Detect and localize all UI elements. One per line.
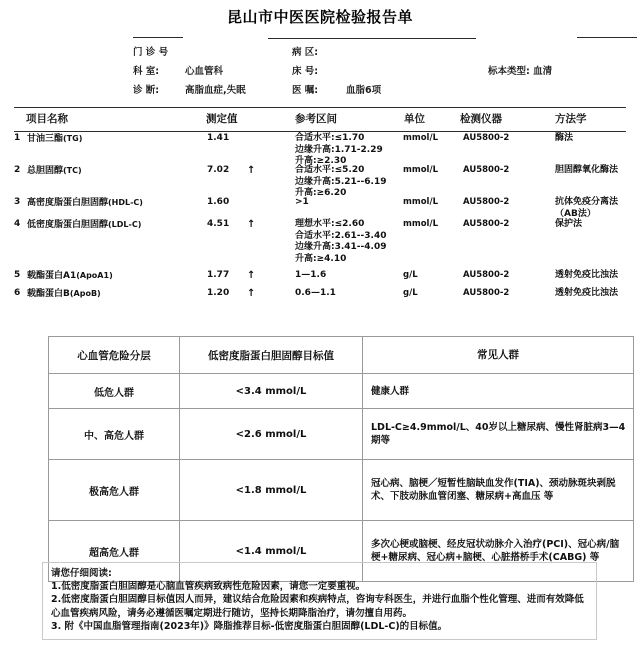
results-top-rule xyxy=(14,107,626,108)
risk-cell-group: 健康人群 xyxy=(363,374,634,409)
row-high-flag-icon: ↑ xyxy=(247,270,256,281)
note-item-2: 2.低密度脂蛋白胆固醇目标值因人而异，建议结合危险因素和疾病特点，咨询专科医生，并进行血脂个性化管理、进而有效降低心血管疾病风险，请务必遵循医嘱定期进行随访，坚持长期降脂治疗，请勿擅自用药。 xyxy=(51,594,584,619)
risk-header-group: 常见人群 xyxy=(363,337,634,374)
meta-label-doctor-order: 医 嘱: xyxy=(292,85,319,96)
risk-cell-group: 冠心病、脑梗／短暂性脑缺血发作(TIA)、颈动脉斑块剥脱术、下肢动脉血管闭塞、糖尿病+高血压 等 xyxy=(363,460,634,521)
risk-stratification-table xyxy=(48,336,634,582)
row-measured-value: 7.02 xyxy=(207,165,230,175)
meta-column-left xyxy=(133,43,246,100)
risk-table-row xyxy=(49,460,634,521)
meta-field-outpatient-number xyxy=(133,43,246,62)
footer-notes-box xyxy=(42,562,597,640)
risk-header-tier: 心血管危险分层 xyxy=(49,337,180,374)
row-method: 透射免疫比浊法 xyxy=(555,270,619,280)
meta-value-diagnosis: 高脂血症,失眠 xyxy=(185,85,246,96)
results-header-value: 测定值 xyxy=(206,113,238,125)
meta-value-specimen-type: 血清 xyxy=(533,66,553,77)
meta-field-department xyxy=(133,62,246,81)
results-header-reference: 参考区间 xyxy=(295,113,337,125)
note-item-3: 3. 附《中国血脂管理指南(2023年)》降脂推荐目标-低密度脂蛋白胆固醇(LDL-C)的目标值。 xyxy=(51,620,448,632)
row-item-name: 总胆固醇(TC) xyxy=(27,166,82,176)
meta-label-diagnosis: 诊 断: xyxy=(133,85,160,96)
meta-label-ward: 病 区: xyxy=(292,47,319,58)
meta-label-specimen-type: 标本类型: xyxy=(488,66,530,77)
risk-cell-tier: 超高危人群 xyxy=(49,521,180,582)
risk-cell-target: <3.4 mmol/L xyxy=(180,374,363,409)
meta-rule-center xyxy=(268,38,476,39)
meta-value-department: 心血管科 xyxy=(185,66,224,77)
row-instrument: AU5800-2 xyxy=(463,270,510,280)
risk-cell-target: <1.8 mmol/L xyxy=(180,460,363,521)
risk-cell-target: <2.6 mmol/L xyxy=(180,409,363,460)
row-item-name: 甘油三酯(TG) xyxy=(27,134,83,144)
row-index: 3 xyxy=(14,197,21,207)
meta-column-center xyxy=(292,43,381,100)
row-index: 4 xyxy=(14,219,21,229)
meta-label-department: 科 室: xyxy=(133,66,160,77)
meta-field-doctor-order xyxy=(292,81,381,100)
row-measured-value: 1.77 xyxy=(207,270,230,280)
risk-header-target: 低密度脂蛋白胆固醇目标值 xyxy=(180,337,363,374)
risk-cell-group: LDL-C≥4.9mmol/L、40岁以上糖尿病、慢性肾脏病3—4期等 xyxy=(363,409,634,460)
meta-field-bed-number xyxy=(292,62,381,81)
row-unit: mmol/L xyxy=(403,165,438,175)
risk-table-row xyxy=(49,374,634,409)
row-instrument: AU5800-2 xyxy=(463,165,510,175)
row-unit: g/L xyxy=(403,288,418,298)
results-header-name: 项目名称 xyxy=(26,113,68,125)
row-unit: g/L xyxy=(403,270,418,280)
meta-rule-left xyxy=(133,37,183,38)
row-instrument: AU5800-2 xyxy=(463,133,510,143)
risk-cell-tier: 中、高危人群 xyxy=(49,409,180,460)
row-method: 保护法 xyxy=(555,219,583,229)
row-measured-value: 4.51 xyxy=(207,219,230,229)
row-method: 胆固醇氧化酶法 xyxy=(555,165,619,175)
row-index: 2 xyxy=(14,165,21,175)
row-instrument: AU5800-2 xyxy=(463,219,510,229)
row-instrument: AU5800-2 xyxy=(463,197,510,207)
results-header-unit: 单位 xyxy=(404,113,425,125)
meta-field-ward xyxy=(292,43,381,62)
row-reference-range: 合适水平:≤1.70 边缘升高:1.71-2.29 升高:≥2.30 xyxy=(295,133,383,166)
meta-value-doctor-order: 血脂6项 xyxy=(346,85,382,96)
row-method: 酶法 xyxy=(555,133,574,143)
row-item-name: 载酯蛋白B(ApoB) xyxy=(27,289,101,299)
row-high-flag-icon: ↑ xyxy=(247,288,256,299)
row-instrument: AU5800-2 xyxy=(463,288,510,298)
meta-field-diagnosis xyxy=(133,81,246,100)
risk-cell-tier: 极高危人群 xyxy=(49,460,180,521)
meta-label-bed-number: 床 号: xyxy=(292,66,319,77)
row-high-flag-icon: ↑ xyxy=(247,165,256,176)
notes-heading: 请您仔细阅读: xyxy=(51,568,112,579)
row-reference-range: 理想水平:≤2.60 合适水平:2.61--3.40 边缘升高:3.41--4.09 升高:≥4.10 xyxy=(295,219,387,264)
row-unit: mmol/L xyxy=(403,197,438,207)
row-item-name: 载酯蛋白A1(ApoA1) xyxy=(27,271,113,281)
page-title: 昆山市中医医院检验报告单 xyxy=(226,8,413,26)
row-method: 透射免疫比浊法 xyxy=(555,288,619,298)
results-header-method: 方法学 xyxy=(555,113,587,125)
row-unit: mmol/L xyxy=(403,133,438,143)
row-index: 6 xyxy=(14,288,21,298)
risk-cell-target: <1.4 mmol/L xyxy=(180,521,363,582)
row-high-flag-icon: ↑ xyxy=(247,219,256,230)
meta-rule-right xyxy=(577,37,637,38)
row-method: 抗体免疫分离法（AB法） xyxy=(555,197,619,219)
row-index: 5 xyxy=(14,270,21,280)
patient-meta-block xyxy=(0,37,640,95)
row-measured-value: 1.60 xyxy=(207,197,230,207)
row-reference-range: 1—1.6 xyxy=(295,270,327,280)
risk-table-row xyxy=(49,409,634,460)
meta-field-specimen-type xyxy=(488,62,552,81)
row-index: 1 xyxy=(14,133,21,143)
row-item-name: 高密度脂蛋白胆固醇(HDL-C) xyxy=(27,198,143,208)
risk-cell-group: 多次心梗或脑梗、经皮冠状动脉介入治疗(PCI)、冠心病/脑梗+糖尿病、冠心病+脑梗、心脏搭桥手术(CABG) 等 xyxy=(363,521,634,582)
row-unit: mmol/L xyxy=(403,219,438,229)
row-measured-value: 1.20 xyxy=(207,288,230,298)
results-header-instrument: 检测仪器 xyxy=(460,113,502,125)
row-reference-range: >1 xyxy=(295,197,309,207)
row-item-name: 低密度脂蛋白胆固醇(LDL-C) xyxy=(27,220,142,230)
row-reference-range: 0.6—1.1 xyxy=(295,288,336,298)
meta-column-right xyxy=(488,62,552,81)
note-item-1: 1.低密度脂蛋白胆固醇是心脑血管疾病致病性危险因素，请您一定要重视。 xyxy=(51,581,366,593)
meta-label-outpatient-number: 门 诊 号 xyxy=(133,47,169,58)
row-reference-range: 合适水平:≤5.20 边缘升高:5.21--6.19 升高:≥6.20 xyxy=(295,165,387,198)
row-measured-value: 1.41 xyxy=(207,133,230,143)
risk-table-header-row xyxy=(49,337,634,374)
results-header-rule xyxy=(14,131,626,132)
risk-cell-tier: 低危人群 xyxy=(49,374,180,409)
